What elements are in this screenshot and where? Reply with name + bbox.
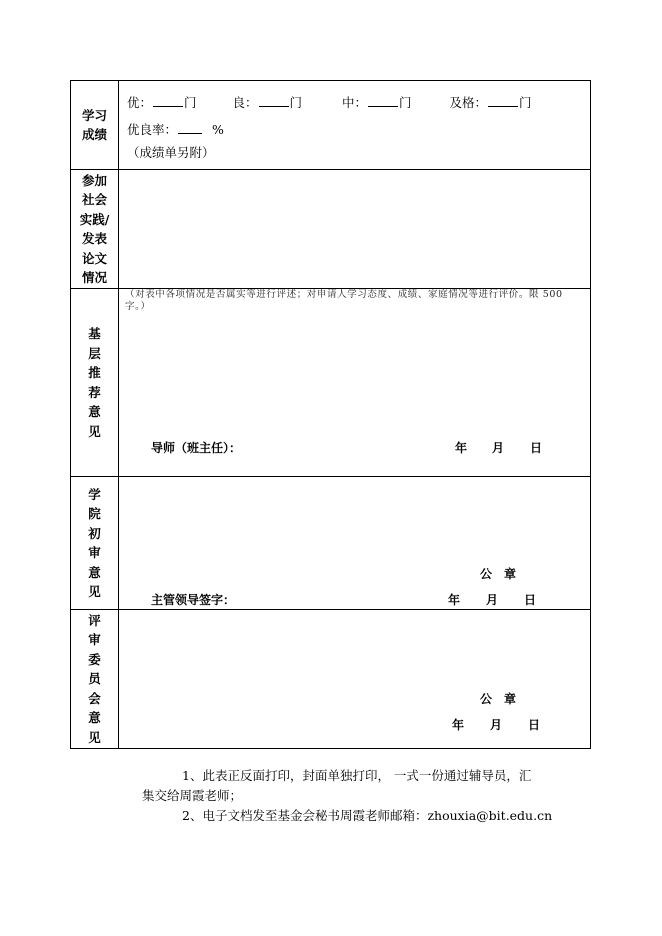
college-label-char: 初 [88, 525, 101, 541]
note-1: 1、此表正反面打印，封面单独打印， 一式一份通过辅导员，汇 [182, 768, 532, 783]
recommendation-row [71, 289, 591, 477]
recommendation-label-char: 见 [88, 423, 101, 439]
committee-label [71, 610, 119, 749]
good-label: 良： [232, 95, 258, 110]
grades-label [71, 81, 119, 170]
committee-label-char: 审 [88, 632, 101, 648]
committee-day: 日 [528, 718, 541, 732]
recommendation-hint: （对表中各项情况是否属实等进行评述；对申请人学习态度、成绩、家庭情况等进行评价。限 500 字。） [125, 289, 563, 312]
grades-content [119, 81, 591, 170]
medium-unit: 门 [399, 95, 412, 110]
committee-row [71, 610, 591, 749]
college-label [71, 477, 119, 610]
committee-content-field[interactable] [119, 610, 591, 749]
recommendation-content-field[interactable] [119, 289, 591, 477]
practice-label-line: 情况 [81, 270, 107, 285]
college-label-char: 审 [88, 545, 101, 560]
advisor-signature-label: 导师（班主任）： [151, 441, 242, 455]
excellent-unit: 门 [184, 95, 197, 110]
practice-label-line: 实践/ [79, 211, 110, 227]
committee-seal: 公 章 [480, 692, 517, 706]
practice-content-field[interactable] [119, 170, 591, 289]
medium-count-field[interactable] [368, 94, 398, 107]
recommendation-day: 日 [530, 441, 543, 455]
college-label-char: 见 [88, 584, 101, 599]
recommendation-label-char: 层 [88, 345, 101, 361]
grades-row [71, 81, 591, 170]
college-label-char: 院 [88, 506, 101, 521]
grades-label-line: 学习 [81, 107, 107, 123]
pass-label: 及格： [449, 95, 488, 110]
recommendation-label-char: 基 [88, 326, 101, 341]
recommendation-label-char: 意 [88, 404, 101, 419]
recommendation-label-char: 荐 [88, 384, 101, 400]
rate-unit: % [212, 122, 224, 137]
good-unit: 门 [289, 95, 303, 110]
recommendation-year: 年 [455, 441, 468, 455]
recommendation-month: 月 [492, 441, 505, 455]
good-count-field[interactable] [259, 94, 289, 107]
leader-signature-label: 主管领导签字： [151, 593, 236, 607]
college-year: 年 [448, 593, 461, 607]
attachment-note: （成绩单另附） [127, 145, 215, 160]
practice-label-line: 发表 [81, 231, 107, 246]
committee-month: 月 [490, 718, 503, 732]
pass-count-field[interactable] [488, 94, 518, 107]
note-2: 2、电子文档发至基金会秘书周霞老师邮箱：zhouxia@bit.edu.cn [182, 808, 553, 823]
committee-label-char: 会 [88, 690, 101, 706]
practice-label [71, 170, 119, 289]
committee-label-char: 员 [88, 671, 101, 687]
pass-unit: 门 [519, 95, 532, 110]
grades-label-line: 成绩 [81, 127, 107, 142]
college-seal: 公 章 [480, 567, 517, 581]
excellent-rate-line [127, 120, 224, 138]
committee-label-char: 评 [88, 612, 101, 628]
rate-label: 优良率： [127, 122, 178, 137]
college-month: 月 [486, 593, 499, 607]
recommendation-label [71, 289, 119, 477]
practice-row [71, 170, 591, 289]
committee-label-char: 见 [88, 729, 101, 745]
application-form-table [70, 80, 591, 749]
college-label-char: 学 [88, 486, 101, 502]
medium-label: 中： [342, 95, 368, 110]
college-label-char: 意 [88, 564, 101, 580]
practice-label-line: 社会 [81, 192, 107, 207]
recommendation-label-char: 推 [88, 365, 101, 380]
rate-field[interactable] [178, 121, 202, 134]
note-1-continued: 集交给周霞老师； [142, 788, 243, 803]
excellent-label: 优： [127, 95, 153, 110]
grade-counts-line [127, 93, 532, 111]
committee-label-char: 委 [88, 651, 101, 667]
practice-label-line: 参加 [81, 172, 107, 188]
footnotes [142, 766, 572, 826]
excellent-count-field[interactable] [153, 94, 183, 107]
committee-label-char: 意 [88, 710, 101, 726]
college-day: 日 [524, 593, 537, 607]
college-row [71, 477, 591, 610]
college-content-field[interactable] [119, 477, 591, 610]
practice-label-line: 论文 [81, 250, 107, 266]
committee-year: 年 [452, 718, 465, 732]
